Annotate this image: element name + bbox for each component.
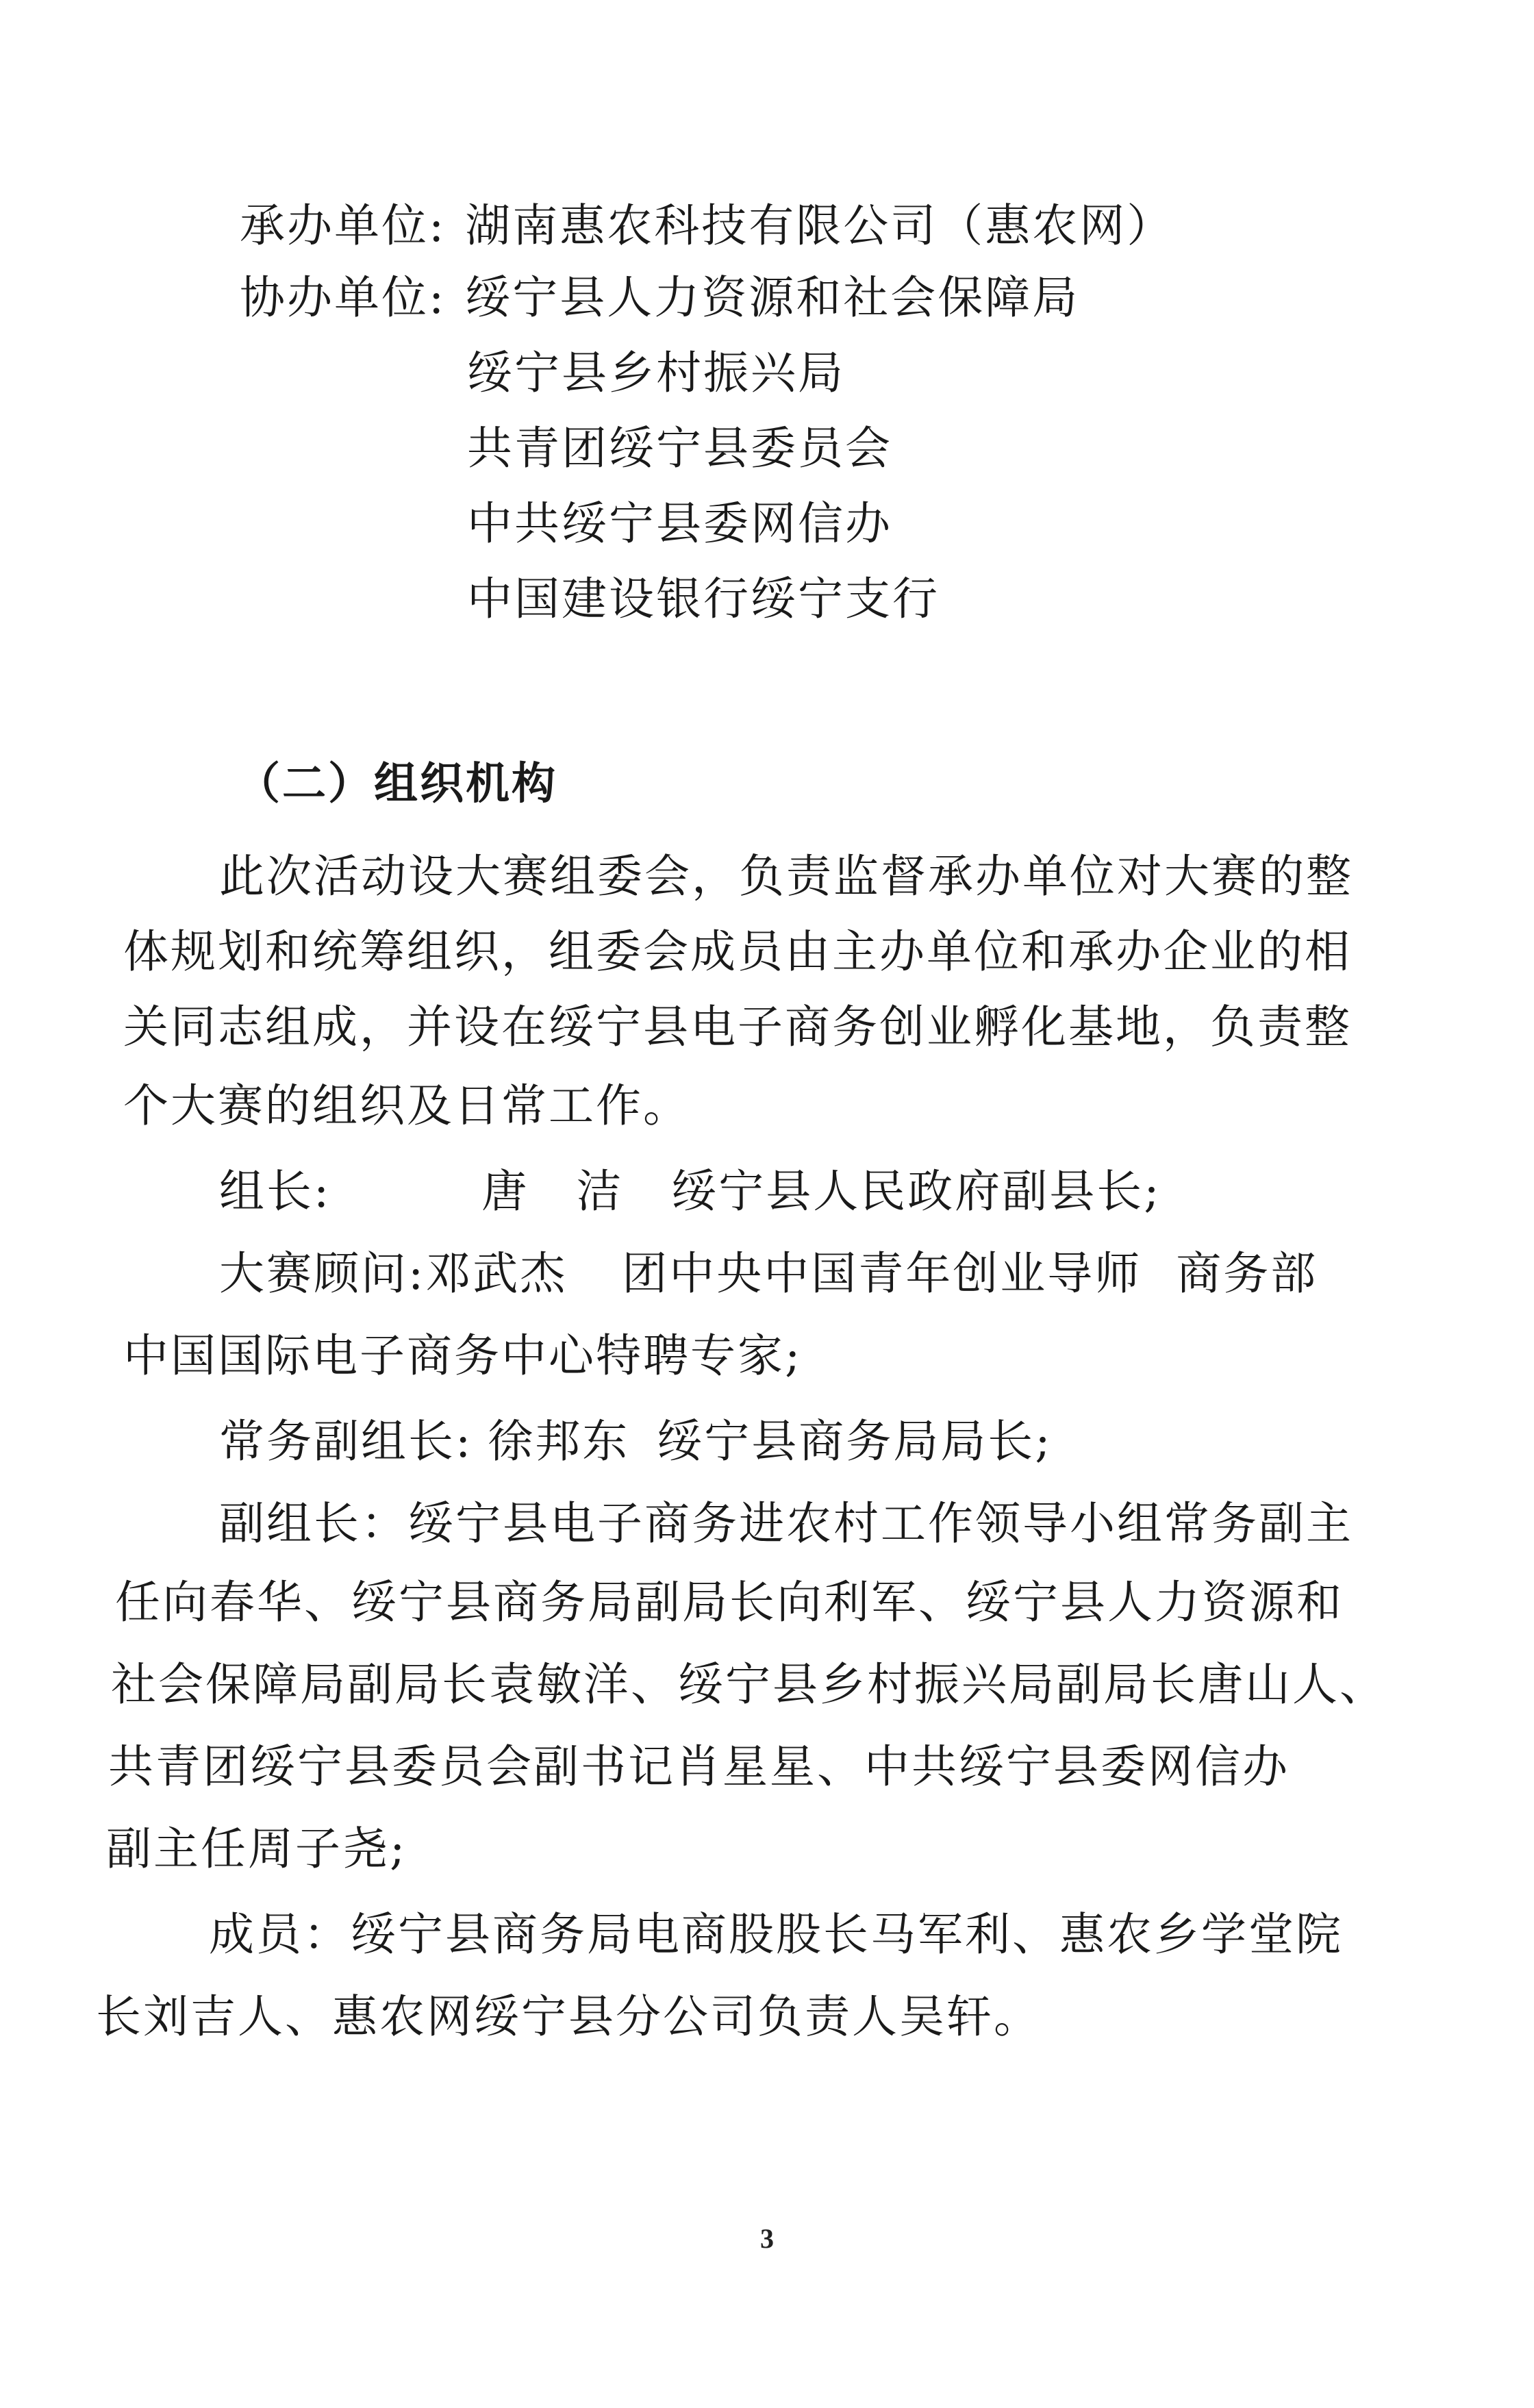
advisor-line-continued: 中国国际电子商务中心特聘专家; [123, 1329, 803, 1382]
advisor-title: 商务部 [1176, 1247, 1318, 1300]
deputy-line: 副组长：绥宁县电子商务进农村工作领导小组常务副主 [219, 1497, 1353, 1550]
deputy-line: 社会保障局副局长袁敏洋、绥宁县乡村振兴局副局长唐山人、 [111, 1658, 1387, 1711]
advisor-name: 邓武杰 [425, 1247, 568, 1300]
deputy-line: 副主任周子尧; [106, 1822, 407, 1875]
advisor-title: 团中央中国青年创业导师 [622, 1247, 1142, 1300]
intro-line: 关同志组成，并设在绥宁县电子商务创业孵化基地，负责整 [123, 1001, 1352, 1053]
exec-deputy-name: 徐邦东 [488, 1415, 630, 1468]
co-unit-item: 绥宁县人力资源和社会保障局 [465, 271, 1080, 324]
exec-deputy-title: 绥宁县商务局局长; [657, 1415, 1053, 1468]
deputy-line: 共青团绥宁县委员会副书记肖星星、中共绥宁县委网信办 [108, 1740, 1290, 1793]
page-number: 3 [760, 2223, 774, 2254]
intro-line: 此次活动设大赛组委会，负责监督承办单位对大赛的整 [219, 850, 1353, 903]
host-unit-label: 承办单位: [240, 199, 447, 252]
co-unit-item: 共青团绥宁县委员会 [467, 422, 892, 475]
leader-label: 组长: [219, 1165, 331, 1218]
co-unit-label: 协办单位: [240, 271, 447, 324]
leader-name: 唐 洁 [481, 1165, 624, 1218]
intro-line: 个大赛的组织及日常工作。 [123, 1079, 690, 1132]
co-unit-item: 绥宁县乡村振兴局 [467, 347, 845, 399]
host-unit-line [240, 199, 1174, 253]
exec-deputy-label: 常务副组长: [219, 1415, 473, 1468]
section-heading: （二）组织机构 [236, 758, 557, 810]
co-unit-item: 中国建设银行绥宁支行 [467, 573, 940, 625]
exec-deputy-line [219, 1414, 1053, 1469]
deputy-line: 任向春华、绥宁县商务局副局长向利军、绥宁县人力资源和 [115, 1576, 1344, 1629]
advisor-line [219, 1246, 1318, 1301]
member-line: 长刘吉人、惠农网绥宁县分公司负责人吴轩。 [96, 1990, 1041, 2043]
host-unit-value: 湖南惠农科技有限公司（惠农网） [465, 199, 1174, 252]
co-unit-item: 中共绥宁县委网信办 [467, 497, 892, 550]
advisor-label: 大赛顾问: [219, 1247, 426, 1300]
intro-line: 体规划和统筹组织，组委会成员由主办单位和承办企业的相 [123, 925, 1352, 978]
co-unit-line [240, 271, 1079, 325]
leader-title: 绥宁县人民政府副县长; [671, 1165, 1161, 1218]
member-line: 成员：绥宁县商务局电商股股长马军利、惠农乡学堂院 [209, 1908, 1343, 1961]
leader-line [219, 1164, 1161, 1219]
